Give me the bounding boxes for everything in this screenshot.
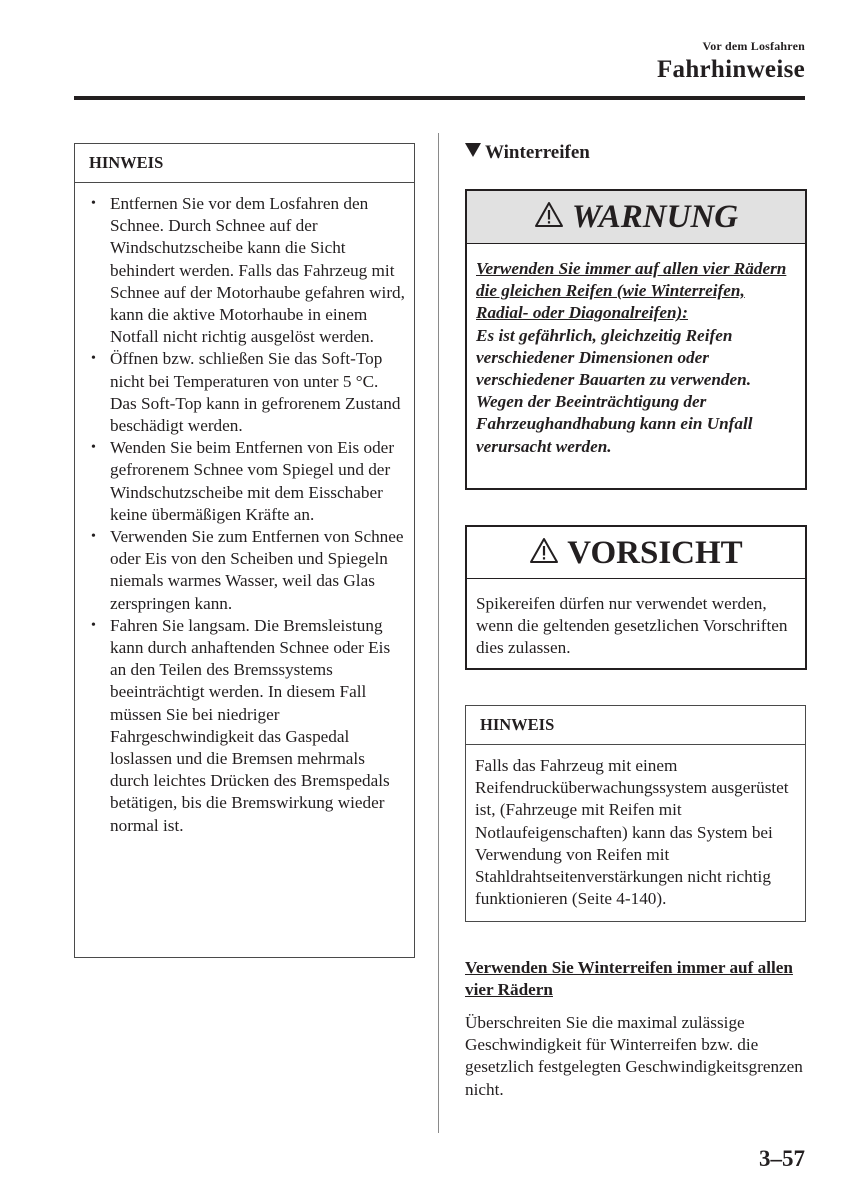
section-title: Vor dem Losfahren (702, 39, 805, 53)
subheading-text: Winterreifen (485, 142, 590, 163)
page-title: Fahrhinweise (656, 56, 805, 83)
caution-header (467, 527, 805, 579)
list-item: • Fahren Sie langsam. Die Bremsleistung kann durch anhaftenden Schnee oder Eis an den Teilen des Bremssystems beeinträchtigt werden. In diesem Fall müssen Sie bei niedriger Fahrgeschwindigkeit das Gaspedal loslassen und die Bremsen mehrmals durch leichtes Drücken des Bremspedals betätigen, bis die Bremswirkung wieder normal ist. (89, 615, 408, 837)
right-note-text: Falls das Fahrzeug mit einem Reifendrucküberwachungssystem ausgerüstet ist, (Fahrzeuge mit Reifen mit Notlaufeigenschaften) kann das System bei Verwendung von Reifen mit Stahldrahtseitenverstärkungen nicht richtig funktionieren (Seite 4-140). (475, 756, 789, 909)
right-note-box (465, 705, 806, 922)
right-note-heading: HINWEIS (466, 706, 805, 745)
warning-box (465, 189, 807, 490)
list-item: • Wenden Sie beim Entfernen von Eis oder gefrorenem Schnee vom Spiegel und der Windschutzscheibe mit dem Eisschaber keine übermäßigen Kräfte an. (89, 437, 408, 526)
caution-text: Spikereifen dürfen nur verwendet werden, wenn die geltenden gesetzlichen Vorschriften dies zulassen. (476, 594, 788, 658)
left-note-list (89, 193, 408, 837)
left-note-body (75, 183, 414, 837)
page-number: 3–57 (759, 1146, 805, 1171)
triangle-down-icon (465, 143, 481, 157)
winter-tyre-rule-text: Überschreiten Sie die maximal zulässige Geschwindigkeit für Winterreifen bzw. die gesetzlich festgelegten Geschwindigkeitsgrenzen nicht. (465, 1013, 803, 1099)
left-note-heading: HINWEIS (75, 144, 414, 183)
warning-text: Es ist gefährlich, gleichzeitig Reifen verschiedener Dimensionen oder verschiedener Bauarten zu verwenden. Wegen der Beeinträchtigung der Fahrzeughandhabung kann ein Unfall verursacht werden. (476, 325, 753, 456)
warning-underlined-text: Verwenden Sie immer auf allen vier Rädern die gleichen Reifen (wie Winterreifen, Radial- oder Diagonalreifen): (476, 259, 787, 323)
list-item: • Verwenden Sie zum Entfernen von Schnee oder Eis von den Scheiben und Spiegeln niemals warmes Wasser, weil das Glas zerspringen kann. (89, 526, 408, 615)
caution-box (465, 525, 807, 670)
warning-triangle-icon (529, 537, 559, 564)
list-item: • Öffnen bzw. schließen Sie das Soft-Top nicht bei Temperaturen von unter 5 °C. Das Soft-Top kann in gefrorenem Zustand beschädigt werden. (89, 348, 408, 437)
left-note-box (74, 143, 415, 958)
winter-tyre-rule-heading: Verwenden Sie Winterreifen immer auf allen vier Rädern (465, 958, 793, 1000)
column-divider (438, 133, 439, 1133)
warning-triangle-icon (534, 201, 564, 228)
warning-label: WARNUNG (571, 199, 739, 235)
warning-header (467, 191, 805, 244)
header-rule (74, 96, 805, 100)
list-item: • Entfernen Sie vor dem Losfahren den Schnee. Durch Schnee auf der Windschutzscheibe kann die Sicht behindert werden. Falls das Fahrzeug mit Schnee auf der Motorhaube gefahren wird, kann die aktive Motorhaube in einem Notfall nicht richtig ausgelöst werden. (89, 193, 408, 348)
winterreifen-subheading (465, 142, 590, 164)
warning-body (467, 244, 805, 458)
caution-label: VORSICHT (567, 535, 743, 571)
